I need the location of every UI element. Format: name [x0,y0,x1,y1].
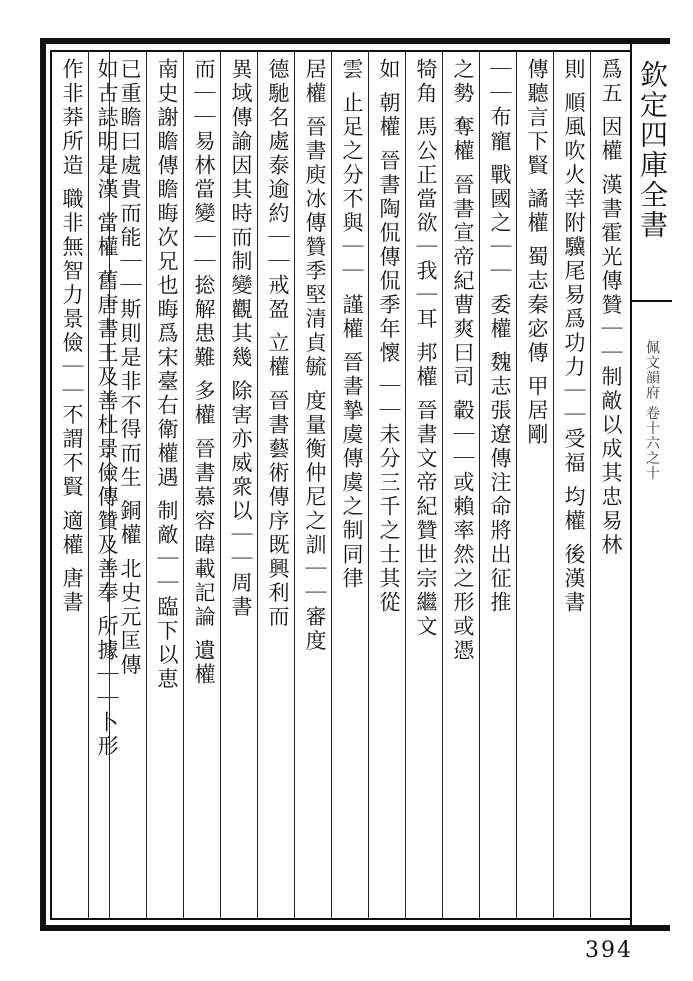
text-column: 如古誌明是漢 當權 舊唐書王及善杜景儉傳贊及善奉 所據｜｜卜形 [95,58,119,760]
text-column: 而｜｜易林當變｜｜捴解患難 多權 晉書慕容暐載記論 遺權 [192,58,216,688]
text-column: 異域傳諭因其時而制變觀其幾 除害亦威衆以｜｜周書 [229,58,253,620]
text-column: 居權 晉書庾冰傳贊季堅清貞毓 度量衡仲尼之訓｜｜審度 [303,58,327,654]
page-number: 394 [585,938,633,963]
text-column: 傳聽言下賢 譎權 蜀志秦宓傳 甲居剛 [525,58,549,448]
text-column: 犄角 馬公正當欲｜我｜耳 邦權 晉書文帝紀贊世宗繼文 [414,58,438,640]
frame-border [40,925,670,931]
margin-rule [632,300,672,302]
text-column: 德馳名處泰逾約｜｜戒盈 立權 晉書藝術傳序既興利而 [266,58,290,630]
text-column: 則 順風吹火幸附驥尾易爲功力｜｜受福 均權 後漢書 [562,58,586,616]
margin-subtitle: 佩文韻府 卷十六之十 [644,340,660,481]
text-column: 雲 止足之分不與｜｜ 謹權 晉書摯虞傳虞之制同律 [340,58,364,592]
text-column: 作非莽所造 職非無智力景儉｜｜不謂不賢 適權 唐書 [60,58,84,616]
text-column: 已重瞻曰處貴而能｜｜斯則是非不得而生 銅權 北史元匡傳 [118,58,142,678]
frame-border [50,918,630,920]
text-column: 南史謝瞻傳瞻晦次兄也晦爲宋臺右衛權遇 制敵｜｜臨下以恵 [155,58,179,692]
frame-border [50,50,52,920]
margin-title: 欽定四庫全書 [636,60,669,240]
frame-border [50,50,630,52]
text-column: 爲五 因權 漢書霍光傳贊｜｜制敵以成其忠易林 [599,58,623,558]
text-column: 之勢 奪權 晉書宣帝紀曹爽曰司 轂｜｜或賴率然之形或憑 [451,58,475,664]
frame-border [40,38,46,931]
frame-border [40,38,670,44]
text-column: ｜｜布寵 戰國之｜｜ 委權 魏志張遼傳注命將出征推 [488,58,512,616]
text-column: 如 朝權 晉書陶侃傳侃季年懷 ｜｜未分三千之士其從 [377,58,401,616]
